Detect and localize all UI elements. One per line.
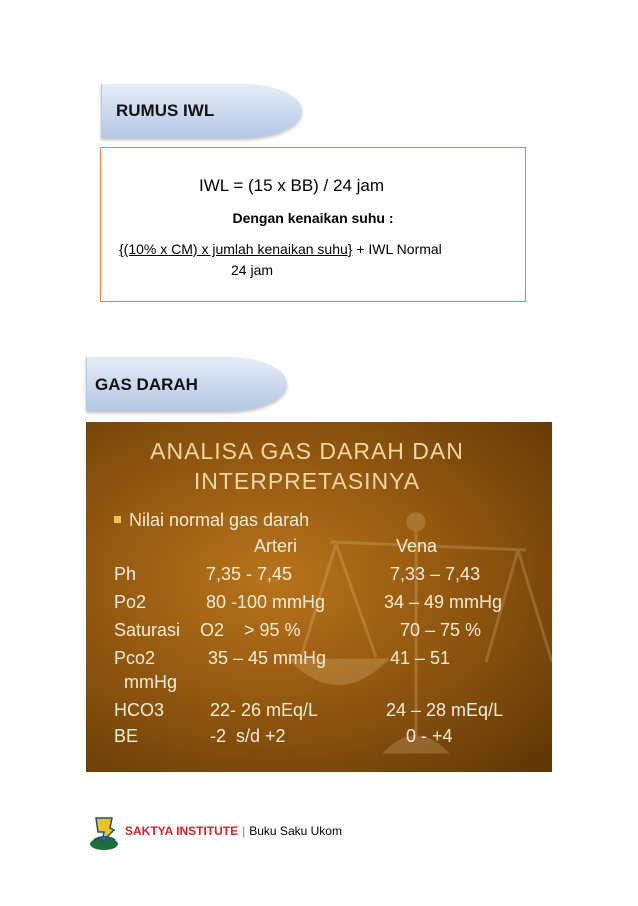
row-arteri: 7,35 - 7,45 (206, 564, 293, 584)
blood-gas-slide-image (86, 422, 552, 772)
gas-darah-heading-tab (86, 357, 287, 411)
row-param: Pco2 (114, 648, 156, 668)
slide-title-line1: ANALISA GAS DARAH DAN (150, 438, 464, 464)
saktya-institute-logo-icon (88, 812, 120, 852)
row-arteri: -2 s/d +2 (210, 726, 286, 746)
row-arteri: 80 -100 mmHg (206, 592, 326, 612)
fever-formula-line (119, 241, 442, 257)
page-footer (125, 824, 342, 838)
row-vena: 34 – 49 mmHg (384, 592, 503, 612)
row-param: Saturasi (114, 620, 181, 640)
row-param: mmHg (124, 672, 177, 692)
row-vena: 0 - +4 (406, 726, 453, 746)
row-vena: 41 – 51 (390, 648, 451, 668)
formula-box (100, 147, 526, 302)
row-param: HCO3 (114, 700, 165, 720)
rumus-iwl-heading-tab (101, 84, 302, 138)
row-arteri: O2 > 95 % (200, 620, 301, 640)
fever-formula-numerator: {(10% x CM) x jumlah kenaikan suhu} (119, 241, 353, 257)
row-param: Po2 (114, 592, 147, 612)
row-param: Ph (114, 564, 137, 584)
gas-darah-heading: GAS DARAH (95, 375, 198, 394)
row-vena: 70 – 75 % (400, 620, 482, 640)
bullet-square-icon (114, 516, 121, 523)
temperature-subheading: Dengan kenaikan suhu : (232, 210, 394, 226)
footer-separator: | (242, 824, 246, 838)
fever-formula-plus-term: + IWL Normal (352, 241, 442, 257)
row-param: BE (114, 726, 139, 746)
row-vena: 7,33 – 7,43 (390, 564, 481, 584)
slide-bullet-text: Nilai normal gas darah (129, 510, 310, 530)
slide-bullet (114, 510, 309, 531)
row-arteri: 35 – 45 mmHg (208, 648, 327, 668)
slide-title-line2: INTERPRETASINYA (193, 468, 421, 494)
rumus-iwl-heading: RUMUS IWL (116, 101, 215, 120)
iwl-formula: IWL = (15 x BB) / 24 jam (199, 176, 385, 195)
row-vena: 24 – 28 mEq/L (386, 700, 504, 720)
footer-institute: SAKTYA INSTITUTE (125, 824, 239, 838)
column-header-vena: Vena (396, 536, 438, 556)
footer-book-title: Buku Saku Ukom (249, 824, 342, 838)
row-arteri: 22- 26 mEq/L (210, 700, 319, 720)
column-header-arteri: Arteri (254, 536, 298, 556)
fever-formula-denominator: 24 jam (231, 262, 274, 278)
